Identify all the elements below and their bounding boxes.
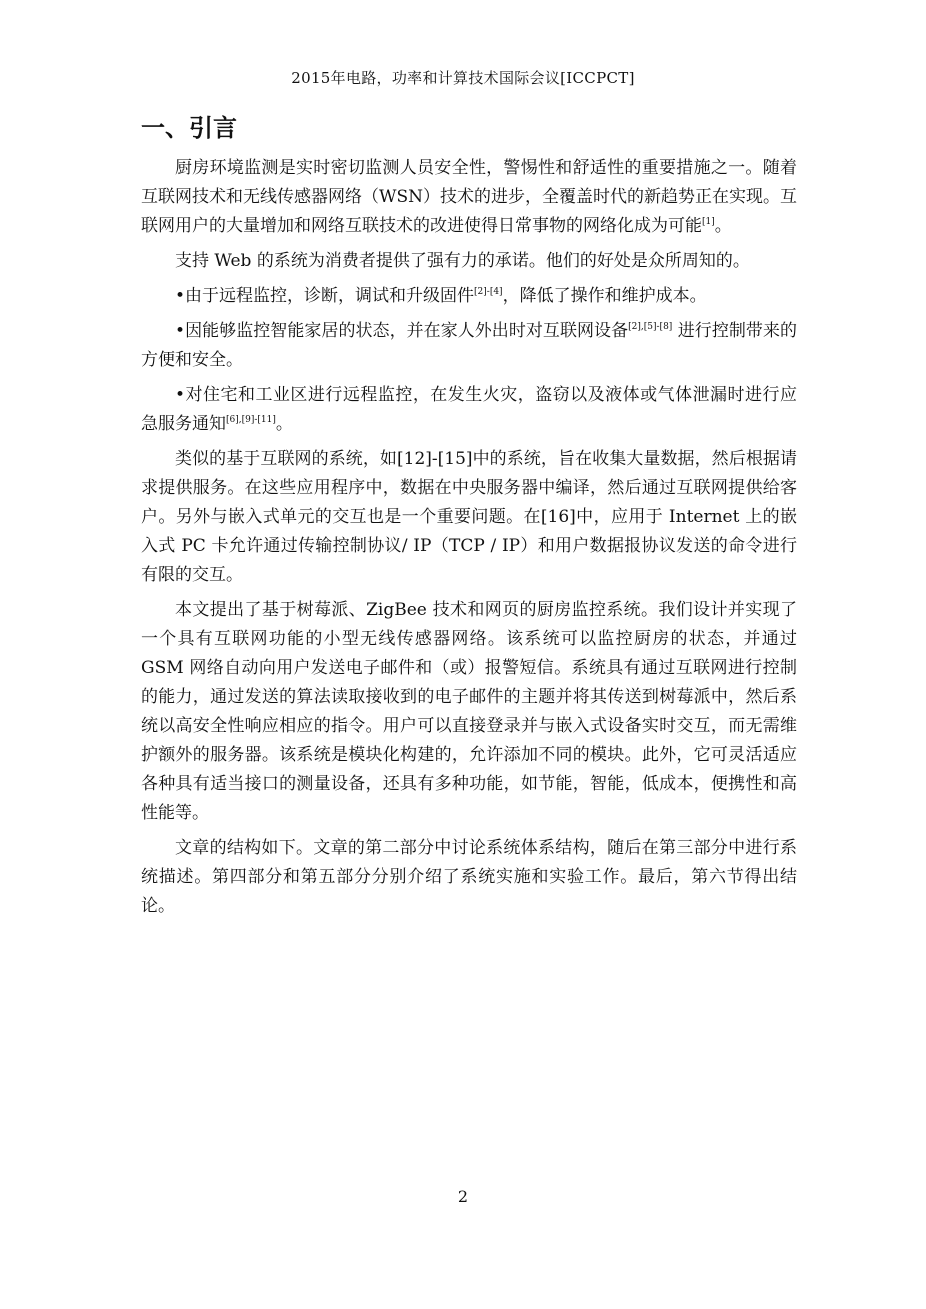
citation: [2]-[4]: [474, 287, 503, 297]
paragraph-tail: 进行控制带来的方便和安全。: [141, 321, 798, 370]
paragraph-text: 文章的结构如下。文章的第二部分中讨论系统体系结构，随后在第三部分中进行系统描述。第四部分和第五部分分别介绍了系统实施和实验工作。最后，第六节得出结论。: [141, 838, 797, 916]
paragraph-1: [141, 154, 797, 241]
paragraph-tail: 。: [714, 216, 732, 236]
paragraph-text: •由于远程监控，诊断，调试和升级固件: [175, 286, 475, 306]
citation: [1]: [702, 217, 715, 227]
section-title: 一、引言: [141, 114, 237, 142]
paragraph-tail: 。: [275, 414, 293, 434]
paragraph-text: 类似的基于互联网的系统，如[12]-[15]中的系统，旨在收集大量数据，然后根据请求提供服务。在这些应用程序中，数据在中央服务器中编译，然后通过互联网提供给客户。另外与嵌入式单元的交互也是一个重要问题。在[16]中，应用于 Internet 上的嵌入式 PC 卡允许通过传输控制协议/ IP（TCP / IP）和用户数据报协议发送的命令进行有限的交互。: [141, 449, 797, 585]
paragraph-7: [141, 596, 797, 828]
page-number: 2: [457, 1187, 469, 1206]
paragraph-tail: ，降低了操作和维护成本。: [502, 286, 707, 306]
paragraph-6: [141, 445, 797, 590]
paragraph-2: [141, 247, 797, 276]
citation: [6],[9]-[11]: [226, 415, 276, 425]
paragraph-text: 本文提出了基于树莓派、ZigBee 技术和网页的厨房监控系统。我们设计并实现了一个具有互联网功能的小型无线传感器网络。该系统可以监控厨房的状态，并通过 GSM 网络自动向用户发送电子邮件和（或）报警短信。系统具有通过互联网进行控制的能力，通过发送的算法读取接收到的电子邮件的主题并将其传送到树莓派中，然后系统以高安全性响应相应的指令。用户可以直接登录并与嵌入式设备实时交互，而无需维护额外的服务器。该系统是模块化构建的，允许添加不同的模块。此外，它可灵活适应各种具有适当接口的测量设备，还具有多种功能，如节能，智能，低成本，便携性和高性能等。: [141, 600, 797, 823]
citation: [2],[5]-[8]: [628, 322, 673, 332]
bullet-item-1: [141, 282, 797, 311]
bullet-item-3: [141, 381, 797, 439]
document-body: [141, 112, 797, 927]
paragraph-text: 支持 Web 的系统为消费者提供了强有力的承诺。他们的好处是众所周知的。: [175, 251, 750, 271]
running-header: 2015年电路，功率和计算技术国际会议[ICCPCT]: [291, 69, 635, 87]
bullet-item-2: [141, 317, 797, 375]
paragraph-text: 厨房环境监测是实时密切监测人员安全性，警惕性和舒适性的重要措施之一。随着互联网技术和无线传感器网络（WSN）技术的进步，全覆盖时代的新趋势正在实现。互联网用户的大量增加和网络互联技术的改进使得日常事物的网络化成为可能: [141, 158, 797, 236]
paragraph-8: [141, 834, 797, 921]
paragraph-text: •因能够监控智能家居的状态，并在家人外出时对互联网设备: [175, 321, 629, 341]
paragraph-text: •对住宅和工业区进行远程监控，在发生火灾，盗窃以及液体或气体泄漏时进行应急服务通知: [141, 385, 797, 434]
